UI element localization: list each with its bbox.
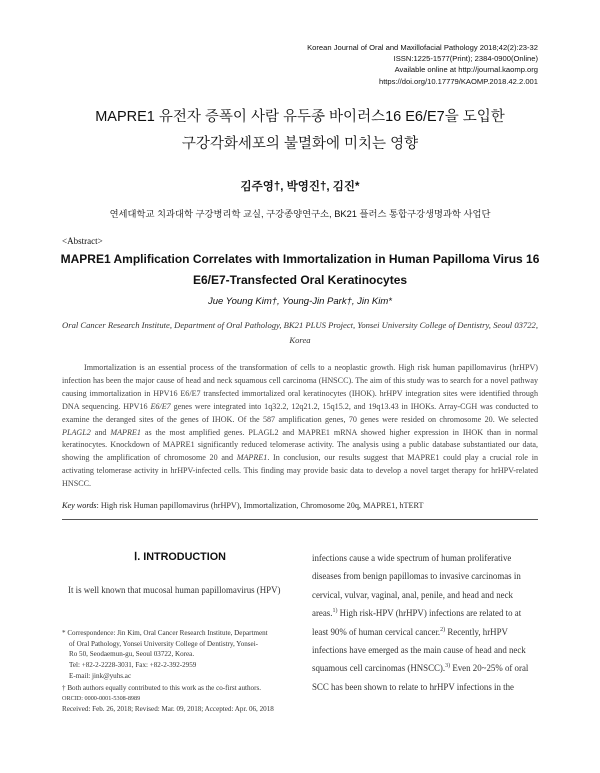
right-line-1: infections cause a wide spectrum of human proliferative (312, 553, 512, 563)
journal-citation: Korean Journal of Oral and Maxillofacial Pathology 2018;42(2):23-32 (307, 43, 538, 52)
right-line-5-a: least 90% of human cervical cancer. (312, 626, 441, 637)
abstract-gene-plagl2: PLAGL2 (62, 427, 91, 437)
abstract-label: <Abstract> (62, 236, 103, 246)
abstract-gene-mapre1: MAPRE1 (110, 427, 141, 437)
equal-contribution-note: † Both authors equally contributed to this work as the co-first authors. (62, 684, 261, 692)
correspondence-line3: Ro 50, Seodaemun-gu, Seoul 03722, Korea. (69, 650, 195, 659)
abstract-gene-mapre1-2: MAPRE1 (236, 453, 268, 463)
reference-1[interactable]: 1) (332, 608, 338, 615)
english-title-line1: MAPRE1 Amplification Correlates with Immortalization in Human Papilloma Virus 16 (60, 252, 540, 266)
author-notes (62, 683, 298, 715)
reference-3[interactable]: 3) (445, 663, 451, 670)
right-line-4-a: areas. (312, 608, 333, 619)
right-line-7-a: squamous cell carcinomas (HNSCC). (312, 663, 446, 674)
korean-title (0, 104, 600, 158)
keywords-label: Key words (62, 501, 97, 510)
journal-doi[interactable]: https://doi.org/10.17779/KAOMP.2018.42.2.001 (378, 76, 538, 86)
right-line-2: diseases from benign papillomas to invasive carcinomas in (312, 571, 521, 582)
right-line-8: SCC has been shown to relate to hrHPV infections in the (312, 681, 514, 692)
journal-header (307, 42, 538, 87)
english-authors: Jue Young Kim†, Young-Jin Park†, Jin Kim* (208, 296, 392, 307)
korean-authors: 김주영†, 박영진†, 김진* (240, 181, 360, 193)
right-line-6: infections have emerged as the main cause of head and neck (312, 645, 526, 656)
correspondence-email[interactable]: E-mail: jink@yuhs.ac (69, 671, 132, 680)
correspondence-line1: * Correspondence: Jin Kim, Oral Cancer Research Institute, Department (62, 629, 268, 637)
introduction-heading: Ⅰ. INTRODUCTION (134, 551, 226, 563)
correspondence-line2: of Oral Pathology, Yonsei University College of Dentistry, Yonsei- (69, 639, 259, 648)
abstract-text-3: as the most amplified genes. PLAGL2 and MAPRE1 mRNA showed higher expression in IHOK than in normal keratinocytes. Knockdown of MAPRE1 significantly reduced telomerase activity. The analysis using a public database substantiated our data, showing the amplification of chromosome 20 and (62, 427, 539, 463)
abstract-body (62, 362, 538, 491)
right-line-7 (312, 659, 542, 677)
orcid: ORCID: 0000-0001-5308-8989 (62, 694, 141, 702)
section-divider (62, 519, 538, 520)
abstract-text-4: . In conclusion, our results suggest that MAPRE1 could play a crucial role in activating telomerase activity in hrHPV-infected cells. This finding may provide basic data to develop a novel target therapy for hrHPV-related HNSCC. (62, 453, 538, 489)
right-line-5 (312, 623, 542, 641)
abstract-text-2: genes were integrated into 1q32.2, 12q21.2, 15q15.2, and 19q13.43 in IHOKs. Array-CGH was conducted to examine the deranged sites of the genes of IHOK. Of the 587 amplification genes, 70 genes were resided on chromosome 20. We selected (62, 401, 538, 424)
journal-issn: ISSN:1225-1577(Print); 2384-0900(Online) (393, 54, 538, 64)
abstract-text-and: and (90, 427, 111, 437)
korean-affiliation: 연세대학교 치과대학 구강병리학 교실, 구강종양연구소, BK21 플러스 통합구강생명과학 사업단 (109, 209, 491, 219)
right-line-5-b: Recently, hrHPV (445, 626, 508, 637)
keywords-colon: : (96, 501, 99, 510)
abstract-gene-e6e7: E6/E7 (150, 401, 171, 411)
received-dates: Received: Feb. 26, 2018; Revised: Mar. 09, 2018; Accepted: Apr. 06, 2018 (62, 705, 274, 714)
introduction-first-line: It is well known that mucosal human papillomavirus (HPV) (68, 585, 281, 595)
right-line-7-b: Even 20~25% of oral (450, 663, 529, 674)
correspondence-footnote (62, 628, 298, 682)
english-title-line2: E6/E7-Transfected Oral Keratinocytes (192, 273, 408, 287)
journal-url[interactable]: Available online at http://journal.kaomp.org (394, 65, 538, 75)
correspondence-phone: Tel: +82-2-2228-3031, Fax: +82-2-392-2959 (69, 661, 197, 670)
right-line-4-b: High risk-HPV (hrHPV) infections are related to at (337, 608, 522, 619)
english-affiliation: Oral Cancer Research Institute, Department of Oral Pathology, BK21 PLUS Project, Yonsei University College of Dentistry, Seoul 03722, Korea (62, 320, 538, 345)
korean-title-line2: 구강각화세포의 불멸화에 미치는 영향 (181, 136, 419, 152)
right-column-text (312, 549, 542, 696)
korean-title-line1: MAPRE1 유전자 증폭이 사람 유두종 바이러스16 E6/E7을 도입한 (95, 109, 505, 125)
keywords-text: High risk Human papillomavirus (hrHPV), Immortalization, Chromosome 20q, MAPRE1, hTERT (100, 501, 424, 510)
abstract-text-1: Immortalization is an essential process of the transformation of cells to a neoplastic growth. High risk human papillomavirus (hrHPV) infection has been the major cause of head and neck squamous cell carcinoma (HNSCC). The aim of this study was to search for a novel pathway causing immortalization in HPV16 E6/E7 transfected immortalized oral keratinocytes (IHOK). hrHPV integration sites were identified through DNA sequencing. HPV16 (62, 363, 538, 411)
reference-2[interactable]: 2) (440, 626, 446, 633)
english-title (40, 249, 560, 291)
keywords (62, 501, 538, 510)
right-line-4 (312, 604, 542, 622)
right-line-3: cervical, vulvar, vaginal, anal, penile, and head and neck (312, 589, 513, 600)
